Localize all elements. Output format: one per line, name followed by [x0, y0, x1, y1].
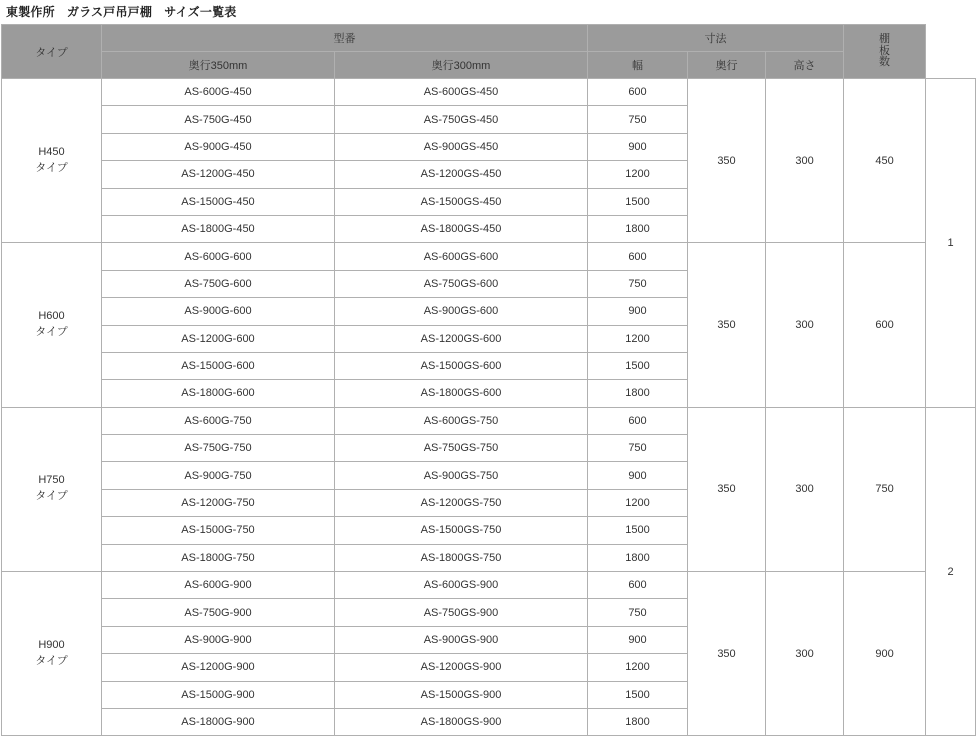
- model-depth300: AS-1200GS-750: [335, 489, 588, 516]
- model-depth350: AS-600G-450: [102, 79, 335, 106]
- type-cell: [2, 407, 102, 571]
- height-value: 900: [844, 572, 926, 736]
- model-depth300: AS-900GS-600: [335, 298, 588, 325]
- width-value: 900: [588, 626, 688, 653]
- header-dimension-group: 寸法: [588, 25, 844, 52]
- model-depth300: AS-750GS-450: [335, 106, 588, 133]
- depth350-value: 350: [688, 79, 766, 243]
- width-value: 1800: [588, 708, 688, 735]
- model-depth300: AS-1500GS-900: [335, 681, 588, 708]
- model-depth350: AS-900G-900: [102, 626, 335, 653]
- table-body: [2, 79, 976, 736]
- model-depth350: AS-1800G-750: [102, 544, 335, 571]
- width-value: 600: [588, 407, 688, 434]
- type-cell: [2, 79, 102, 243]
- model-depth300: AS-750GS-600: [335, 270, 588, 297]
- model-depth350: AS-1200G-600: [102, 325, 335, 352]
- width-value: 600: [588, 243, 688, 270]
- model-depth350: AS-1500G-900: [102, 681, 335, 708]
- width-value: 1200: [588, 161, 688, 188]
- width-value: 600: [588, 79, 688, 106]
- model-depth300: AS-900GS-750: [335, 462, 588, 489]
- page-title: 東製作所 ガラス戸吊戸棚 サイズ一覧表: [6, 5, 237, 19]
- type-label-line1: H600: [38, 310, 65, 323]
- width-value: 1200: [588, 489, 688, 516]
- model-depth350: AS-900G-750: [102, 462, 335, 489]
- header-shelf-count: [844, 25, 926, 79]
- type-label-line1: H750: [38, 474, 65, 487]
- model-depth300: AS-600GS-900: [335, 572, 588, 599]
- width-value: 750: [588, 599, 688, 626]
- depth350-value: 350: [688, 407, 766, 571]
- depth300-value: 300: [766, 407, 844, 571]
- model-depth300: AS-900GS-450: [335, 133, 588, 160]
- type-cell: [2, 243, 102, 407]
- type-label-line2: タイプ: [35, 161, 68, 174]
- width-value: 1500: [588, 352, 688, 379]
- width-value: 900: [588, 462, 688, 489]
- header-depth: 奥行: [688, 52, 766, 79]
- model-depth350: AS-1200G-900: [102, 654, 335, 681]
- model-depth300: AS-1500GS-450: [335, 188, 588, 215]
- depth300-value: 300: [766, 243, 844, 407]
- width-value: 1500: [588, 517, 688, 544]
- depth300-value: 300: [766, 79, 844, 243]
- width-value: 1800: [588, 544, 688, 571]
- model-depth300: AS-750GS-750: [335, 435, 588, 462]
- width-value: 1500: [588, 188, 688, 215]
- model-depth300: AS-600GS-450: [335, 79, 588, 106]
- model-depth350: AS-900G-600: [102, 298, 335, 325]
- height-value: 750: [844, 407, 926, 571]
- width-value: 1500: [588, 681, 688, 708]
- width-value: 900: [588, 133, 688, 160]
- model-depth300: AS-1500GS-750: [335, 517, 588, 544]
- header-height: 高さ: [766, 52, 844, 79]
- table-row: [2, 243, 976, 270]
- model-depth350: AS-1200G-750: [102, 489, 335, 516]
- width-value: 1200: [588, 325, 688, 352]
- model-depth300: AS-900GS-900: [335, 626, 588, 653]
- height-value: 600: [844, 243, 926, 407]
- header-model-depth350: 奥行350mm: [102, 52, 335, 79]
- model-depth350: AS-1800G-600: [102, 380, 335, 407]
- model-depth300: AS-1200GS-450: [335, 161, 588, 188]
- model-depth350: AS-750G-600: [102, 270, 335, 297]
- width-value: 900: [588, 298, 688, 325]
- table-row: [2, 572, 976, 599]
- depth350-value: 350: [688, 243, 766, 407]
- model-depth350: AS-750G-750: [102, 435, 335, 462]
- type-label-line1: H450: [38, 145, 65, 158]
- model-depth300: AS-1800GS-750: [335, 544, 588, 571]
- table-header-row-1: [2, 25, 976, 52]
- model-depth350: AS-1800G-450: [102, 215, 335, 242]
- model-depth350: AS-1200G-450: [102, 161, 335, 188]
- type-label-line1: H900: [38, 638, 65, 651]
- type-cell: [2, 572, 102, 736]
- model-depth350: AS-600G-750: [102, 407, 335, 434]
- model-depth350: AS-600G-900: [102, 572, 335, 599]
- model-depth300: AS-1500GS-600: [335, 352, 588, 379]
- type-label-line2: タイプ: [35, 490, 68, 503]
- type-label-line2: タイプ: [35, 654, 68, 667]
- model-depth350: AS-750G-900: [102, 599, 335, 626]
- model-depth300: AS-1200GS-600: [335, 325, 588, 352]
- width-value: 750: [588, 270, 688, 297]
- model-depth350: AS-1500G-750: [102, 517, 335, 544]
- table-header-row-2: [2, 52, 976, 79]
- width-value: 1200: [588, 654, 688, 681]
- model-depth300: AS-1200GS-900: [335, 654, 588, 681]
- table-row: [2, 407, 976, 434]
- model-depth300: AS-750GS-900: [335, 599, 588, 626]
- model-depth350: AS-750G-450: [102, 106, 335, 133]
- model-depth300: AS-600GS-750: [335, 407, 588, 434]
- table-header: [2, 25, 976, 79]
- width-value: 750: [588, 435, 688, 462]
- type-label-line2: タイプ: [35, 326, 68, 339]
- shelf-count-value: 1: [926, 79, 976, 408]
- model-depth300: AS-1800GS-600: [335, 380, 588, 407]
- header-shelf-count-line2: 板: [879, 44, 891, 57]
- size-table: [1, 24, 976, 736]
- shelf-count-value: 2: [926, 407, 976, 736]
- model-depth350: AS-1800G-900: [102, 708, 335, 735]
- header-model-group: 型番: [102, 25, 588, 52]
- width-value: 1800: [588, 380, 688, 407]
- model-depth300: AS-1800GS-450: [335, 215, 588, 242]
- model-depth300: AS-600GS-600: [335, 243, 588, 270]
- model-depth350: AS-900G-450: [102, 133, 335, 160]
- model-depth350: AS-1500G-600: [102, 352, 335, 379]
- header-width: 幅: [588, 52, 688, 79]
- header-shelf-count-line1: 棚: [879, 33, 891, 46]
- model-depth350: AS-1500G-450: [102, 188, 335, 215]
- width-value: 600: [588, 572, 688, 599]
- table-row: [2, 79, 976, 106]
- header-type: タイプ: [2, 25, 102, 79]
- width-value: 1800: [588, 215, 688, 242]
- height-value: 450: [844, 79, 926, 243]
- model-depth300: AS-1800GS-900: [335, 708, 588, 735]
- width-value: 750: [588, 106, 688, 133]
- depth300-value: 300: [766, 572, 844, 736]
- header-model-depth300: 奥行300mm: [335, 52, 588, 79]
- depth350-value: 350: [688, 572, 766, 736]
- header-shelf-count-line3: 数: [879, 56, 891, 69]
- model-depth350: AS-600G-600: [102, 243, 335, 270]
